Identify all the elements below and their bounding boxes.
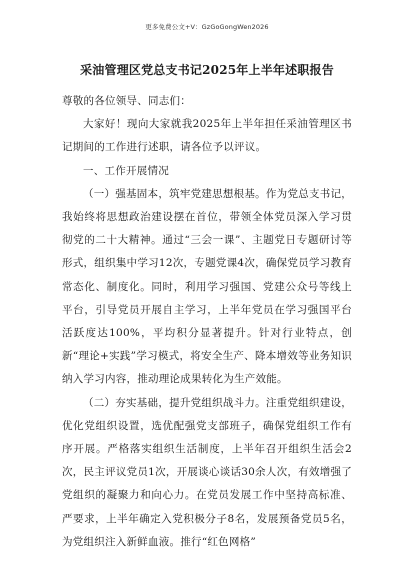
body-paragraph-1: （一）强基固本，筑牢党建思想根基。作为党总支书记，我始终将思想政治建设摆在首位，带领全体党员深入学习贯彻党的二十大精神。通过“三会一课”、主题党日专题研讨等形式，组织集中学习12次，专题党课4次，确保党员学习教育常态化、制度化。同时，利用学习强国、党建公众号等线上平台，引导党员开展自主学习，上半年党员在学习强国平台活跃度达100%，平均积分显著提升。针对行业特点，创新“理论+实践”学习模式，将安全生产、降本增效等业务知识纳入学习内容，推动理论成果转化为生产效能。 — [62, 187, 352, 386]
salutation: 尊敬的各位领导、同志们： — [62, 95, 191, 107]
section-heading: 一、工作开展情况 — [83, 164, 169, 177]
header-note: 更多免费公文+V：GzGoGongWen2026 — [145, 23, 269, 31]
document-title: 采油管理区党总支书记2025年上半年述职报告 — [80, 63, 334, 77]
intro-paragraph: 大家好！现向大家就我2025年上半年担任采油管理区书记期间的工作进行述职，请各位予以评议。 — [62, 118, 352, 154]
body-paragraph-2: （二）夯实基础，提升党组织战斗力。注重党组织建设，优化党组织设置，选优配强党支部班子，确保党组织工作有序开展。严格落实组织生活制度，上半年召开组织生活会2次，民主评议党员1次，开展谈心谈话30余人次，有效增强了党组织的凝聚力和向心力。在党员发展工作中坚持高标准、严要求，上半年确定入党积极分子8名，发展预备党员5名，为党组织注入新鲜血液。推行“红色网格” — [62, 396, 352, 548]
